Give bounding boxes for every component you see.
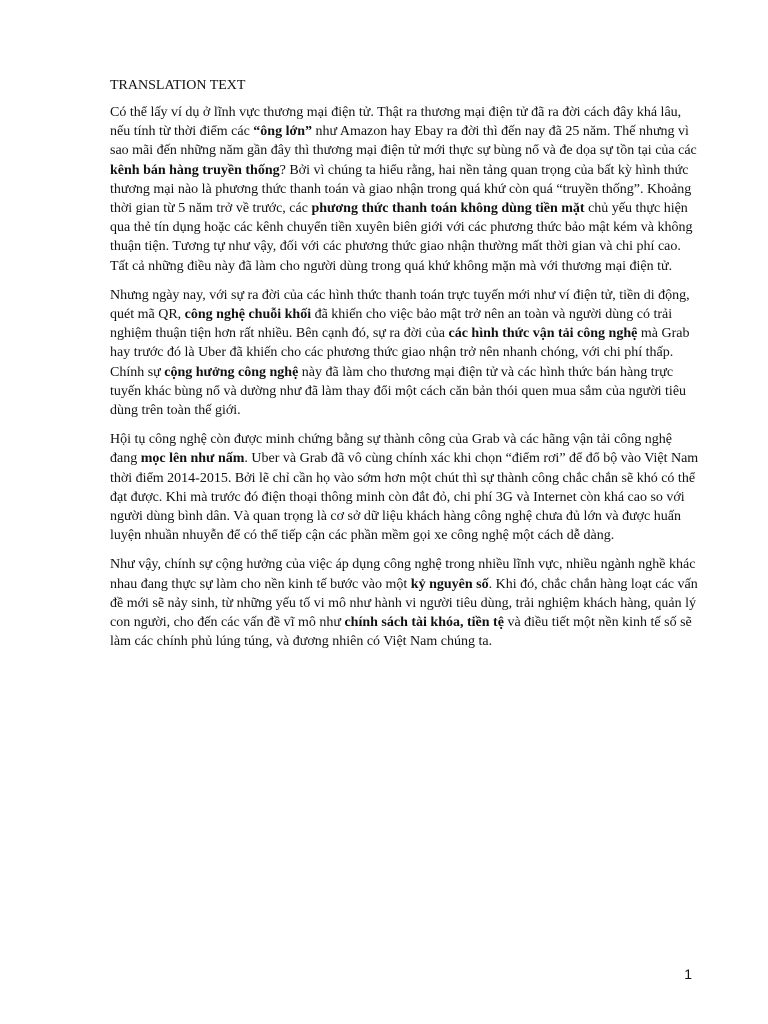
paragraph-2-bold-van-tai: các hình thức vận tải công nghệ <box>448 326 638 342</box>
paragraph-2-run-3: đã khiến cho việc bảo mật trở nên an toàn và người dùng có trải nghiệm thuận tiện hơn rất nhiều. Bên cạnh đó, sự ra đời của <box>110 307 673 342</box>
paragraph-4-run-5: và điều tiết một nền kinh tế số sẽ làm các chính phủ lúng túng, và đương nhiên có Việt Nam chúng ta. <box>110 615 692 650</box>
page-number: 1 <box>684 966 692 982</box>
paragraph-2 <box>110 286 700 420</box>
paragraph-1-run-5: ? Bởi vì chúng ta hiểu rằng, hai nền tảng quan trọng của bất kỳ hình thức thương mại nào là phương thức thanh toán và giao nhận trong quá khứ còn quá “truyền thống”. Khoảng thời gian từ 5 năm trở về trước, các <box>110 162 692 217</box>
paragraph-1-bold-kenh-ban-hang: kênh bán hàng truyền thống <box>110 162 280 178</box>
paragraph-2-bold-chuoi-khoi: công nghệ chuỗi khối <box>184 307 312 323</box>
paragraph-4-run-3: . Khi đó, chắc chắn hàng loạt các vấn đề mới sẽ nảy sinh, từ những yếu tố vi mô như hành vi người tiêu dùng, trải nghiệm khách hàng, quản lý con người, cho đến các vấn đề vĩ mô như <box>110 576 698 631</box>
paragraph-4-bold-ky-nguyen-so: kỷ nguyên số <box>410 576 489 592</box>
paragraph-1-run-1: Có thể lấy ví dụ ở lĩnh vực thương mại điện tử. Thật ra thương mại điện tử đã ra đời cách đây khá lâu, nếu tính từ thời điểm các <box>110 105 682 140</box>
paragraph-4-run-1: Như vậy, chính sự cộng hưởng của việc áp dụng công nghệ trong nhiều lĩnh vực, nhiều ngành nghề khác nhau đang thực sự làm cho nền kinh tế bước vào một <box>110 557 696 592</box>
paragraph-4-bold-chinh-sach: chính sách tài khóa, tiền tệ <box>344 615 504 631</box>
paragraph-3 <box>110 430 700 545</box>
paragraph-2-run-5: mà Grab hay trước đó là Uber đã khiến cho các phương thức giao nhận trở nên nhanh chóng, với chi phí thấp. Chính sự <box>110 326 690 380</box>
document-heading: TRANSLATION TEXT <box>110 78 246 93</box>
paragraph-3-run-1: Hội tụ công nghệ còn được minh chứng bằng sự thành công của Grab và các hãng vận tải công nghệ đang <box>110 432 673 467</box>
paragraph-1-run-3: như Amazon hay Ebay ra đời thì đến nay đã 25 năm. Thế nhưng vì sao mãi đến những năm gần đây thì thương mại điện tử mới thực sự bùng nổ và đe dọa sự tồn tại của các <box>110 124 697 159</box>
paragraph-2-run-1: Nhưng ngày nay, với sự ra đời của các hình thức thanh toán trực tuyến mới như ví điện tử, tiền di động, quét mã QR, <box>110 287 690 323</box>
paragraph-2-bold-cong-huong: cộng hưởng công nghệ <box>164 364 299 380</box>
paragraph-4 <box>110 555 700 651</box>
paragraph-3-bold-moc-len: mọc lên như nấm <box>140 451 245 467</box>
paragraph-1-bold-ong-lon: “ông lớn” <box>253 124 313 140</box>
paragraph-3-run-3: . Uber và Grab đã vô cùng chính xác khi chọn “điểm rơi” để đổ bộ vào Việt Nam thời điểm 2014-2015. Bởi lẽ chỉ cần họ vào sớm hơn một chút thì sự thành công chắc chắn sẽ khó có thể đạt được. Khi mà trước đó điện thoại thông minh còn đắt đỏ, chi phí 3G và Internet còn khá cao so với người dùng bình dân. Và quan trọng là cơ sở dữ liệu khách hàng công nghệ chưa đủ lớn và được huấn luyện nhuần nhuyễn để có thể tiếp cận các phần mềm gọi xe công nghệ một cách dễ dàng. <box>110 451 699 544</box>
paragraph-1-bold-phuong-thuc: phương thức thanh toán không dùng tiền mặt <box>311 201 585 217</box>
document-page <box>110 76 700 661</box>
paragraph-2-run-7: này đã làm cho thương mại điện tử và các hình thức bán hàng trực tuyến khác bùng nổ và dường như đã làm thay đổi một cách căn bản thói quen mua sắm của người tiêu dùng trên toàn thế giới. <box>110 364 687 419</box>
paragraph-1 <box>110 103 700 276</box>
paragraph-1-run-7: chủ yếu thực hiện qua thẻ tín dụng hoặc các kênh chuyển tiền xuyên biên giới với các phương thức bảo mật kém và không thuận tiện. Tương tự như vậy, đối với các phương thức giao nhận thường mất thời gian và chi phí cao. Tất cả những điều này đã làm cho người dùng trong quá khứ không mặn mà với thương mại điện tử. <box>110 201 693 274</box>
